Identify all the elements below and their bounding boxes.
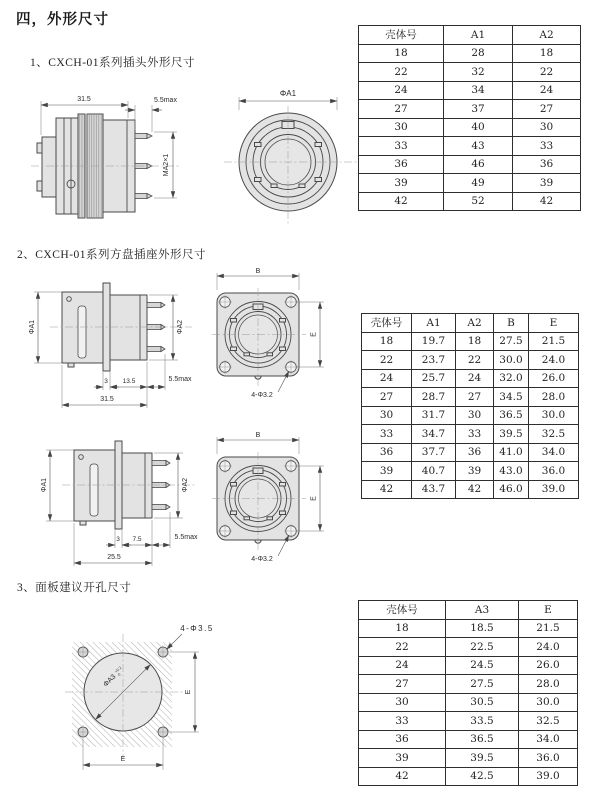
section-1-heading: 1、CXCH-01系列插头外形尺寸 bbox=[30, 57, 196, 69]
table-header-row bbox=[359, 601, 578, 620]
table-cell: 39 bbox=[359, 749, 446, 768]
table-cell: 33.5 bbox=[446, 712, 519, 731]
table-cell: 36.5 bbox=[494, 406, 529, 425]
table-cell: 24.0 bbox=[529, 351, 579, 370]
table-cell: 34.0 bbox=[519, 730, 578, 749]
table-cell: 27.5 bbox=[446, 675, 519, 694]
dimension-b bbox=[217, 268, 299, 290]
dimension-e bbox=[297, 466, 324, 531]
table-cell: 28 bbox=[444, 44, 513, 63]
plug-side-view-drawing bbox=[28, 88, 213, 230]
table-cell: 24.0 bbox=[519, 638, 578, 657]
table-cell: 18 bbox=[362, 332, 412, 351]
table-row bbox=[359, 638, 578, 657]
table-cell: 39.5 bbox=[494, 425, 529, 444]
table-cell: 49 bbox=[444, 174, 513, 193]
table-row bbox=[359, 81, 581, 100]
table-cell: 46.0 bbox=[494, 480, 529, 499]
table-cell: 21.5 bbox=[529, 332, 579, 351]
table-cell: 24.5 bbox=[446, 656, 519, 675]
section-3-heading: 3、面板建议开孔尺寸 bbox=[17, 582, 132, 594]
socket-body bbox=[62, 283, 147, 371]
dim-label-pin-length: 5.5max bbox=[154, 97, 177, 104]
table-cell: 39 bbox=[513, 174, 581, 193]
table-cell: 23.7 bbox=[412, 351, 456, 370]
dimension-holes bbox=[167, 624, 214, 650]
dim-label-dia-a2: ΦA2 bbox=[177, 319, 184, 335]
table-row bbox=[359, 137, 581, 156]
table-cell: 39.5 bbox=[446, 749, 519, 768]
table-row bbox=[362, 351, 579, 370]
table-cell: 42 bbox=[362, 480, 412, 499]
table-row bbox=[362, 443, 579, 462]
panel-cutout-dimension-table bbox=[358, 600, 578, 786]
dim-label-dia-a3: ΦA3 bbox=[102, 673, 118, 689]
socket-side-view-2-drawing bbox=[34, 440, 234, 568]
table-cell: 39 bbox=[359, 174, 444, 193]
table-cell: 28.0 bbox=[529, 388, 579, 407]
table-cell: 42 bbox=[359, 767, 446, 786]
table-cell: 25.7 bbox=[412, 369, 456, 388]
table-cell: 27.5 bbox=[494, 332, 529, 351]
table-cell: 31.7 bbox=[412, 406, 456, 425]
table-row bbox=[359, 192, 581, 211]
table-cell: 32.5 bbox=[519, 712, 578, 731]
table-cell: 22 bbox=[513, 63, 581, 82]
table-row bbox=[359, 693, 578, 712]
table-cell: 27 bbox=[513, 100, 581, 119]
table-cell: 33 bbox=[359, 712, 446, 731]
dimension-dia-a1 bbox=[41, 450, 74, 521]
table-row bbox=[359, 675, 578, 694]
socket-dimension-table bbox=[361, 313, 579, 499]
table-row bbox=[359, 100, 581, 119]
dim-label-holes: 4-Φ3.2 bbox=[251, 392, 273, 399]
table-cell: 46 bbox=[444, 155, 513, 174]
table-cell: 32.0 bbox=[494, 369, 529, 388]
table-row bbox=[359, 619, 578, 638]
table-cell: 34.5 bbox=[494, 388, 529, 407]
table-cell: 43.7 bbox=[412, 480, 456, 499]
table-row bbox=[359, 44, 581, 63]
dimension-b bbox=[217, 432, 299, 454]
table-cell: 18 bbox=[359, 619, 446, 638]
table-cell: 30 bbox=[513, 118, 581, 137]
table-row bbox=[362, 480, 579, 499]
table-cell: 32 bbox=[444, 63, 513, 82]
plug-dimension-table bbox=[358, 25, 581, 211]
table-cell: 42 bbox=[513, 192, 581, 211]
table-cell: 36 bbox=[359, 730, 446, 749]
table-cell: 36.5 bbox=[446, 730, 519, 749]
dim-label-holes: 4-Φ3.5 bbox=[180, 624, 214, 633]
dim-label-holes: 4-Φ3.2 bbox=[251, 556, 273, 563]
table-cell: 30 bbox=[362, 406, 412, 425]
table-cell: 39 bbox=[456, 462, 494, 481]
dim-label-mid: 13.5 bbox=[122, 378, 136, 385]
column-header: E bbox=[529, 314, 579, 333]
dim-label-total-length: 31.5 bbox=[77, 96, 91, 103]
table-cell: 22 bbox=[456, 351, 494, 370]
table-row bbox=[359, 118, 581, 137]
column-header: 壳体号 bbox=[359, 601, 446, 620]
table-row bbox=[359, 63, 581, 82]
dimension-e bbox=[297, 302, 324, 367]
table-cell: 22 bbox=[359, 638, 446, 657]
table-cell: 41.0 bbox=[494, 443, 529, 462]
table-cell: 36 bbox=[362, 443, 412, 462]
table-row bbox=[359, 155, 581, 174]
table-cell: 34 bbox=[444, 81, 513, 100]
table-cell: 30.5 bbox=[446, 693, 519, 712]
dim-label-pin: 5.5max bbox=[174, 534, 198, 541]
table-cell: 24 bbox=[513, 81, 581, 100]
column-header: 壳体号 bbox=[362, 314, 412, 333]
table-cell: 26.0 bbox=[519, 656, 578, 675]
dimension-thread bbox=[154, 132, 177, 198]
table-cell: 27 bbox=[456, 388, 494, 407]
table-cell: 33 bbox=[456, 425, 494, 444]
table-cell: 22 bbox=[362, 351, 412, 370]
socket-front-view-1-drawing bbox=[210, 264, 355, 406]
table-cell: 18 bbox=[456, 332, 494, 351]
table-cell: 22.5 bbox=[446, 638, 519, 657]
table-cell: 26.0 bbox=[529, 369, 579, 388]
table-cell: 36.0 bbox=[519, 749, 578, 768]
socket-side-view-1-drawing bbox=[22, 282, 222, 412]
table-cell: 37.7 bbox=[412, 443, 456, 462]
table-cell: 43 bbox=[444, 137, 513, 156]
column-header: A1 bbox=[412, 314, 456, 333]
table-cell: 24 bbox=[359, 656, 446, 675]
dim-label-dia-a1: ΦA1 bbox=[279, 89, 297, 98]
table-cell: 30.0 bbox=[519, 693, 578, 712]
dim-label-e: E bbox=[310, 332, 318, 337]
dim-label-flange: 3 bbox=[104, 378, 108, 385]
table-cell: 24 bbox=[362, 369, 412, 388]
column-header: B bbox=[494, 314, 529, 333]
table-cell: 21.5 bbox=[519, 619, 578, 638]
dim-label-e-vertical: E bbox=[185, 689, 192, 695]
dim-label-total: 31.5 bbox=[100, 396, 114, 403]
section-2-heading: 2、CXCH-01系列方盘插座外形尺寸 bbox=[17, 249, 207, 261]
dim-label-mid: 7.5 bbox=[132, 536, 142, 543]
table-cell: 36 bbox=[359, 155, 444, 174]
table-cell: 24 bbox=[456, 369, 494, 388]
table-cell: 43.0 bbox=[494, 462, 529, 481]
dim-label-thread: MA2×1 bbox=[163, 153, 170, 177]
table-cell: 19.7 bbox=[412, 332, 456, 351]
table-cell: 32.5 bbox=[529, 425, 579, 444]
table-cell: 33 bbox=[359, 137, 444, 156]
table-row bbox=[359, 656, 578, 675]
table-cell: 30 bbox=[359, 693, 446, 712]
dim-label-tol-lower: 0 bbox=[117, 672, 122, 677]
column-header: A1 bbox=[444, 26, 513, 45]
table-cell: 18 bbox=[359, 44, 444, 63]
table-cell: 33 bbox=[362, 425, 412, 444]
table-cell: 36 bbox=[513, 155, 581, 174]
table-row bbox=[362, 369, 579, 388]
table-cell: 42.5 bbox=[446, 767, 519, 786]
table-cell: 42 bbox=[456, 480, 494, 499]
dim-label-dia-a2: ΦA2 bbox=[182, 477, 189, 493]
table-row bbox=[362, 406, 579, 425]
table-row bbox=[362, 388, 579, 407]
dim-label-e: E bbox=[310, 496, 318, 501]
column-header: A3 bbox=[446, 601, 519, 620]
dim-label-b: B bbox=[255, 268, 261, 275]
table-cell: 39.0 bbox=[519, 767, 578, 786]
page-title: 四，外形尺寸 bbox=[16, 12, 109, 28]
table-row bbox=[359, 767, 578, 786]
table-cell: 30 bbox=[456, 406, 494, 425]
table-row bbox=[359, 749, 578, 768]
table-cell: 18.5 bbox=[446, 619, 519, 638]
table-cell: 36 bbox=[456, 443, 494, 462]
table-cell: 34.7 bbox=[412, 425, 456, 444]
table-cell: 30.0 bbox=[529, 406, 579, 425]
table-cell: 22 bbox=[359, 63, 444, 82]
table-cell: 28.0 bbox=[519, 675, 578, 694]
table-row bbox=[362, 332, 579, 351]
dim-label-e-horizontal: E bbox=[120, 756, 126, 763]
table-cell: 28.7 bbox=[412, 388, 456, 407]
table-cell: 27 bbox=[359, 675, 446, 694]
column-header: E bbox=[519, 601, 578, 620]
table-row bbox=[359, 174, 581, 193]
table-cell: 39.0 bbox=[529, 480, 579, 499]
dimension-dia-a1 bbox=[29, 292, 62, 363]
table-cell: 18 bbox=[513, 44, 581, 63]
column-header: 壳体号 bbox=[359, 26, 444, 45]
table-cell: 39 bbox=[362, 462, 412, 481]
socket-front-view-2-drawing bbox=[210, 428, 355, 570]
table-cell: 40.7 bbox=[412, 462, 456, 481]
dim-label-pin: 5.5max bbox=[168, 376, 192, 383]
table-cell: 52 bbox=[444, 192, 513, 211]
table-header-row bbox=[359, 26, 581, 45]
table-cell: 33 bbox=[513, 137, 581, 156]
table-cell: 30.0 bbox=[494, 351, 529, 370]
dim-label-tol-upper: +0.2 bbox=[114, 665, 123, 674]
table-row bbox=[362, 425, 579, 444]
table-cell: 40 bbox=[444, 118, 513, 137]
dim-label-total: 25.5 bbox=[107, 554, 121, 561]
dim-label-flange: 3 bbox=[116, 536, 120, 543]
table-cell: 24 bbox=[359, 81, 444, 100]
column-header: A2 bbox=[456, 314, 494, 333]
column-header: A2 bbox=[513, 26, 581, 45]
table-cell: 27 bbox=[362, 388, 412, 407]
table-row bbox=[359, 712, 578, 731]
table-row bbox=[359, 730, 578, 749]
panel-cutout-drawing bbox=[25, 600, 260, 802]
table-cell: 37 bbox=[444, 100, 513, 119]
table-cell: 30 bbox=[359, 118, 444, 137]
dim-label-dia-a1: ΦA1 bbox=[41, 477, 48, 493]
table-cell: 27 bbox=[359, 100, 444, 119]
dim-label-b: B bbox=[255, 432, 261, 439]
table-cell: 34.0 bbox=[529, 443, 579, 462]
table-row bbox=[362, 462, 579, 481]
plug-front-view-drawing bbox=[222, 84, 360, 228]
dim-label-dia-a1: ΦA1 bbox=[29, 319, 36, 335]
table-cell: 42 bbox=[359, 192, 444, 211]
table-cell: 36.0 bbox=[529, 462, 579, 481]
table-header-row bbox=[362, 314, 579, 333]
